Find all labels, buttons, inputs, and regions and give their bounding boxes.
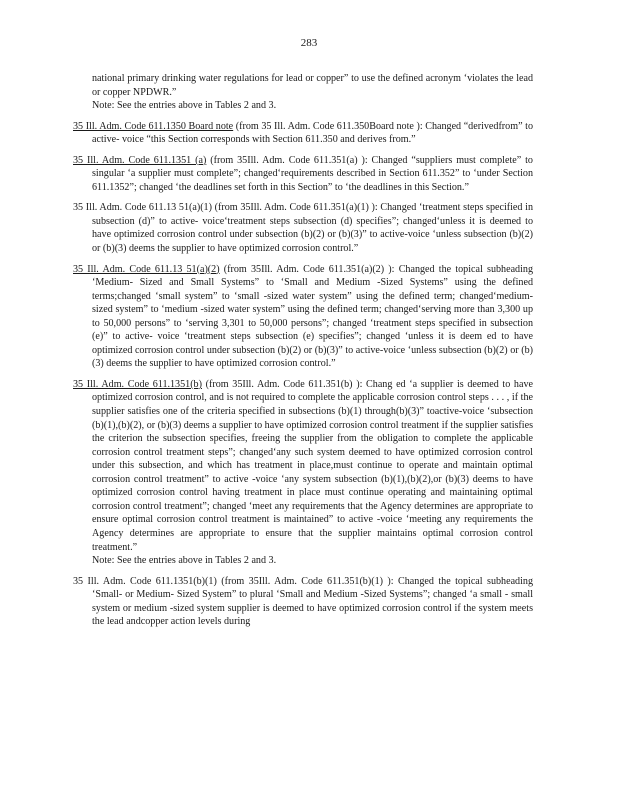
entry-611-1351-a bbox=[73, 154, 533, 195]
entry-611-1351-a-2 bbox=[73, 263, 533, 371]
continuation-paragraph bbox=[73, 72, 533, 99]
entry-citation: 35 Ill. Adm. Code 611.1351 (a) bbox=[73, 154, 207, 166]
entry-text: 35 Ill. Adm. Code 611.13 51(a)(1) (from 35Ill. Adm. Code 611.351(a)(1) ): Changed ‘treatment steps specified in subsection (d)” to active- voice‘treatment steps subsection (d) specifies”; changed‘unless it is deemed to have optimized corrosion control under subsection (b)(2) or (b)(3)” to active-voice ‘unless subsection (b)(2) or (b)(3) deems the supplier to have optimized corrosion control.” bbox=[73, 202, 533, 255]
entry-text: 35 Ill. Adm. Code 611.1351(b)(1) (from 35Ill. Adm. Code 611.351(b)(1) ): Changed the topical subheading ‘Small- or Medium- Sized System” to plural ‘Small and Medium -Sized Systems”; changed ‘a small - small system or medium -sized system supplier is deemed to have optimized corrosion control if the system meets the lead andcopper action levels during bbox=[73, 575, 533, 628]
note-paragraph bbox=[73, 554, 533, 568]
entry-text: (from 35Ill. Adm. Code 611.351(a)(2) ): Changed the topical subheading ‘Medium- Sized and Small Systems” to ‘Small and Medium -Sized Systems” using the defined terms;changed ‘small system” to ‘small -sized water system” using the defined term; changed‘medium- sized system” to ‘medium -sized water system” using the defined term; changed‘serving more than 3,300 up to 50,000 persons” to ‘serving 3,301 to 50,000 persons”; changed ‘treatment steps specified in subsection (e)” to active- voice ‘treatment steps subsection (e) specifies”; changed ‘unless it is deem ed to have optimized corrosion control under subsection (b)(2) or (b)(3)” to active-voice ‘unless subsection (b)(2) or (b)(3) deems the supplier to have optimized corrosion control.” bbox=[92, 263, 533, 370]
entry-611-1350-board-note bbox=[73, 120, 533, 147]
note-paragraph bbox=[73, 99, 533, 113]
paragraph-text: national primary drinking water regulations for lead or copper” to use the defined acronym ‘violates the lead or copper NPDWR.” bbox=[92, 73, 533, 98]
page-body bbox=[73, 72, 533, 629]
entry-citation: 35 Ill. Adm. Code 611.1350 Board note bbox=[73, 120, 234, 132]
entry-citation: 35 Ill. Adm. Code 611.1351(b) bbox=[73, 378, 202, 390]
entry-text: (from 35 Ill. Adm. Code 611.350Board note ): Changed “derivedfrom” to active- voice “this Section corresponds with Section 611.350 and derives from.” bbox=[92, 120, 533, 146]
entry-611-1351-a-1 bbox=[73, 201, 533, 255]
entry-citation: 35 Ill. Adm. Code 611.13 51(a)(2) bbox=[73, 263, 220, 275]
entry-611-1351-b bbox=[73, 378, 533, 554]
entry-text: (from 35Ill. Adm. Code 611.351(a) ): Changed “suppliers must complete” to singular ‘a supplier must complete”; changed‘requirements described in Section 611.352” to ‘under Section 611.1352”; changed ‘the deadlines set forth in this Section” to ‘the deadlines in this Section.” bbox=[92, 154, 533, 193]
note-text: Note: See the entries above in Tables 2 and 3. bbox=[92, 100, 277, 112]
page-number: 283 bbox=[300, 37, 318, 49]
note-text: Note: See the entries above in Tables 2 and 3. bbox=[92, 555, 277, 567]
entry-611-1351-b-1 bbox=[73, 575, 533, 629]
entry-text: (from 35Ill. Adm. Code 611.351(b) ): Chang ed ‘a supplier is deemed to have optimized corrosion control, and is not required to complete the applicable corrosion control steps . . . , if the supplier satisfies one of the criteria specified in subsections (b)(1) through(b)(3)” toactive-voice ‘subsection (b)(1),(b)(2), or (b)(3) deems a supplier to have optimized corrosion control treatment if the supplier satisfies the criterion the subsection specifies, freeing the supplier from the obligation to complete the applicable corrosion control treatment steps”; changed‘any such system deemed to have optimized corrosion control under this subsection, and which has treatment in place,must continue to operate and maintain optimal corrosion control treatment” to active -voice ‘any system subsection (b)(1),(b)(2),or (b)(3) deems to have optimized corrosion control having treatment in place must continue operating and maintaining optimal corrosion control treatment”; changed ‘meet any requirements that the Agency determines are appropriate to ensure optimal corrosion control treatment is maintained” to active -voice ‘meeting any requirements the Agency determines are appropriate to ensure that the supplier maintains optimal corrosion control treatment.” bbox=[92, 378, 533, 553]
